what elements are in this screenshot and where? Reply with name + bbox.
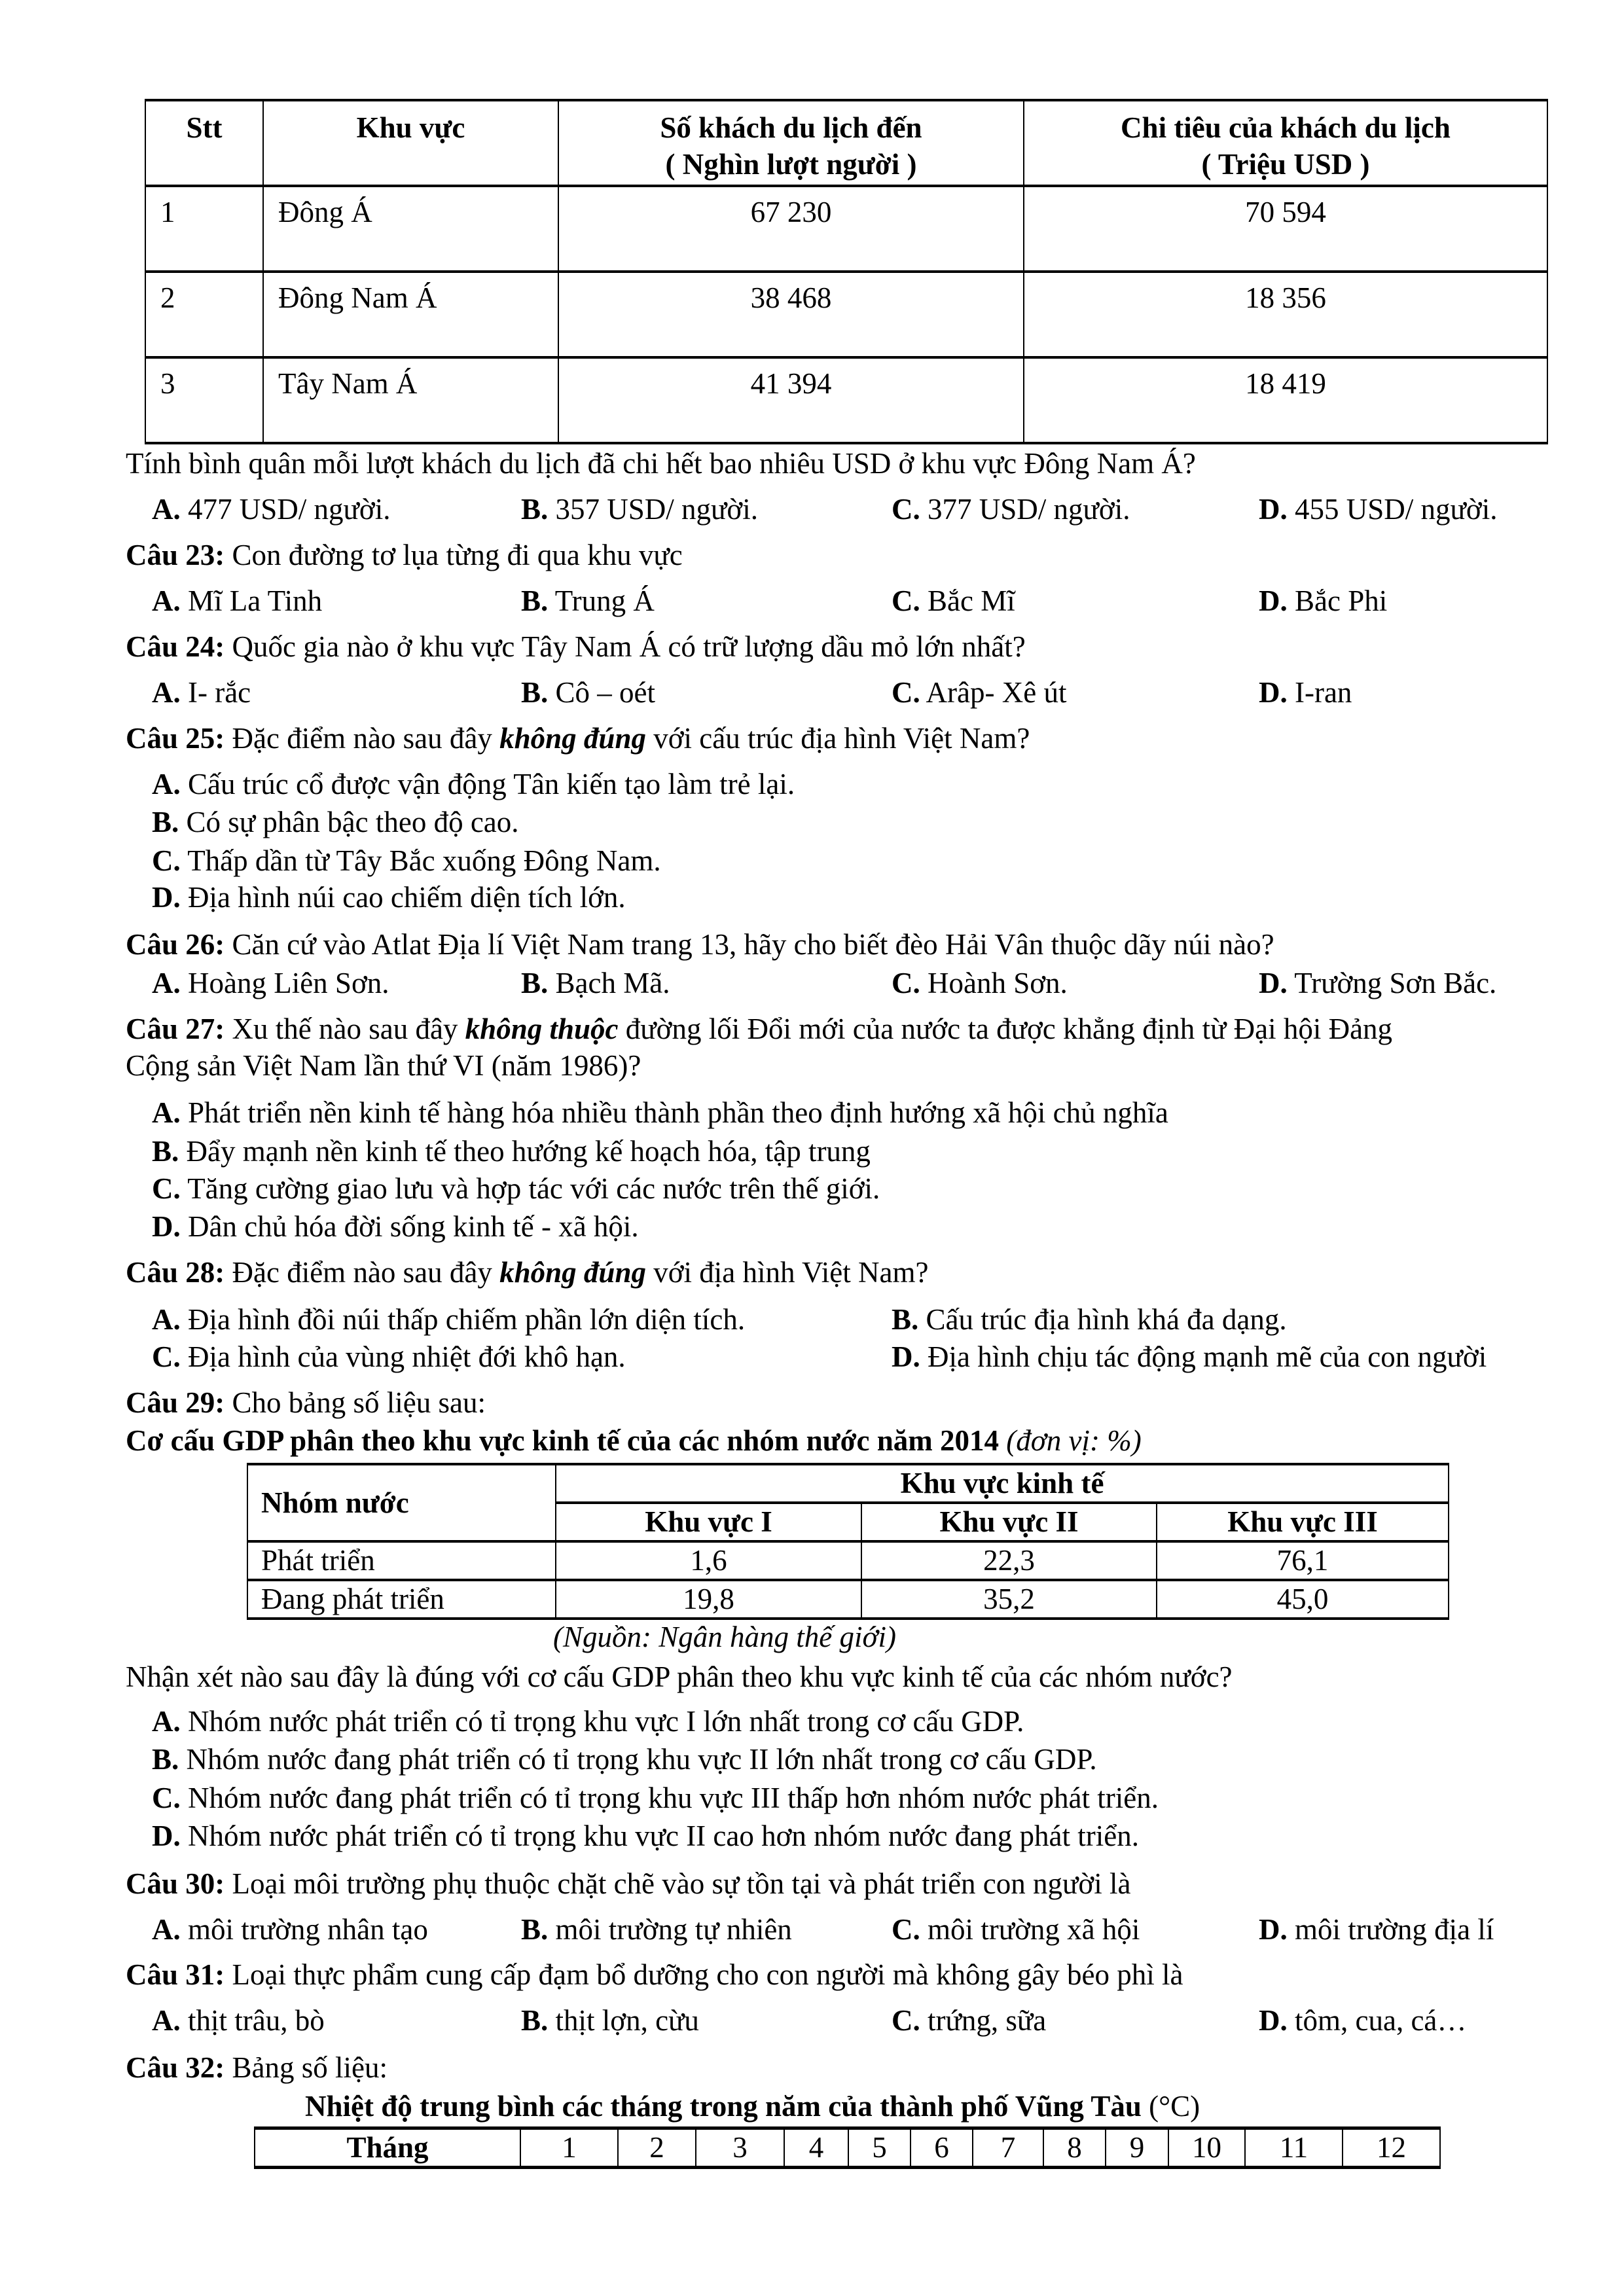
option-text: Địa hình núi cao chiếm diện tích lớn.	[188, 881, 626, 914]
question-label: Câu 32:	[126, 2051, 225, 2084]
option-d[interactable]	[1259, 2003, 1466, 2037]
month-cell: 5	[848, 2128, 911, 2168]
question-text: Cho bảng số liệu sau:	[225, 1386, 486, 1419]
header-sector: Khu vực kinh tế	[556, 1464, 1449, 1503]
option-letter: D.	[152, 1210, 181, 1243]
option-d[interactable]	[1259, 492, 1497, 526]
header-sector-1: Khu vực I	[556, 1503, 861, 1541]
option-text: Dân chủ hóa đời sống kinh tế - xã hội.	[188, 1210, 639, 1243]
header-visitors	[558, 100, 1024, 186]
option-c[interactable]	[152, 1172, 880, 1206]
question-label: Câu 28:	[126, 1256, 225, 1289]
option-c[interactable]	[892, 2003, 1046, 2037]
option-letter: D.	[1259, 493, 1288, 526]
month-cell: 4	[784, 2128, 848, 2168]
cell: 38 468	[558, 272, 1024, 357]
option-letter: C.	[892, 676, 920, 709]
option-text: Thấp dần từ Tây Bắc xuống Đông Nam.	[187, 844, 661, 877]
month-cell: 2	[618, 2128, 696, 2168]
table-unit: (°C)	[1141, 2090, 1200, 2123]
question-32	[126, 2051, 388, 2085]
option-letter: D.	[1259, 2004, 1288, 2037]
option-letter: A.	[152, 967, 181, 999]
cell: 70 594	[1024, 186, 1547, 272]
tourism-table	[145, 99, 1548, 444]
question-text: Con đường tơ lụa từng đi qua khu vực	[225, 539, 683, 571]
gdp-table	[247, 1463, 1449, 1620]
option-text: Có sự phân bậc theo độ cao.	[186, 806, 519, 838]
option-text: 357 USD/ người.	[555, 493, 758, 526]
option-letter: C.	[152, 1172, 181, 1205]
option-a[interactable]	[152, 1912, 428, 1946]
header-sector-3: Khu vực III	[1157, 1503, 1449, 1541]
month-cell: 6	[911, 2128, 973, 2168]
cell: 35,2	[861, 1580, 1157, 1619]
option-letter: A.	[152, 1705, 181, 1738]
option-c[interactable]	[152, 844, 661, 878]
question-text: Đặc điểm nào sau đây	[225, 1256, 500, 1289]
option-a[interactable]	[152, 584, 322, 618]
option-text: Phát triển nền kinh tế hàng hóa nhiều thành phần theo định hướng xã hội chủ nghĩa	[188, 1096, 1168, 1129]
header-region: Khu vực	[263, 100, 558, 186]
option-c[interactable]	[152, 1781, 1159, 1815]
question-22-text: Tính bình quân mỗi lượt khách du lịch đã chi hết bao nhiêu USD ở khu vực Đông Nam Á?	[126, 447, 1196, 480]
option-text: trứng, sữa	[928, 2004, 1047, 2037]
option-a[interactable]	[152, 492, 390, 526]
header-text: Số khách du lịch đến	[660, 111, 922, 144]
option-d[interactable]	[152, 880, 626, 914]
option-letter: A.	[152, 768, 181, 800]
option-a[interactable]	[152, 2003, 325, 2037]
table-row	[145, 357, 1547, 443]
option-text: Cấu trúc cổ được vận động Tân kiến tạo làm trẻ lại.	[188, 768, 795, 800]
option-text: Hoành Sơn.	[928, 967, 1068, 999]
option-letter: C.	[152, 1340, 181, 1373]
option-letter: D.	[1259, 676, 1288, 709]
option-b[interactable]	[521, 675, 655, 709]
cell: Đông Nam Á	[263, 272, 558, 357]
option-text: Arâp- Xê út	[926, 676, 1067, 709]
header-sector-2: Khu vực II	[861, 1503, 1157, 1541]
option-d[interactable]	[152, 1819, 1139, 1853]
option-text: Nhóm nước đang phát triển có tỉ trọng khu vực II lớn nhất trong cơ cấu GDP.	[186, 1743, 1097, 1776]
question-26	[126, 927, 1274, 961]
cell: Đông Á	[263, 186, 558, 272]
question-29	[126, 1386, 486, 1420]
option-text: môi trường địa lí	[1295, 1913, 1494, 1946]
option-b[interactable]	[152, 1134, 871, 1168]
table-row	[145, 186, 1547, 272]
option-text: Hoàng Liên Sơn.	[188, 967, 389, 999]
cell: 18 356	[1024, 272, 1547, 357]
table-row	[247, 1541, 1449, 1580]
option-d[interactable]	[892, 1340, 1487, 1374]
question-text: Xu thế nào sau đây	[225, 1013, 465, 1045]
option-letter: B.	[521, 2004, 549, 2037]
question-27	[126, 1012, 1392, 1046]
option-a[interactable]	[152, 675, 251, 709]
cell: 45,0	[1157, 1580, 1449, 1619]
option-text: Địa hình của vùng nhiệt đới khô hạn.	[188, 1340, 626, 1373]
option-text: Nhóm nước đang phát triển có tỉ trọng khu vực III thấp hơn nhóm nước phát triển.	[188, 1782, 1159, 1814]
question-label: Câu 31:	[126, 1958, 225, 1991]
header-stt: Stt	[145, 100, 263, 186]
option-text: tôm, cua, cá…	[1295, 2004, 1467, 2037]
option-letter: D.	[152, 881, 181, 914]
option-letter: C.	[152, 1782, 181, 1814]
option-a[interactable]	[152, 1096, 1168, 1130]
option-letter: D.	[1259, 584, 1288, 617]
question-28	[126, 1255, 928, 1289]
option-c[interactable]	[892, 966, 1068, 1000]
cell: 76,1	[1157, 1541, 1449, 1580]
table-title-text: Nhiệt độ trung bình các tháng trong năm của thành phố Vũng Tàu	[305, 2090, 1142, 2123]
cell: 3	[145, 357, 263, 443]
option-text: 455 USD/ người.	[1295, 493, 1498, 526]
header-group: Nhóm nước	[247, 1464, 556, 1541]
question-label: Câu 24:	[126, 630, 225, 663]
option-b[interactable]	[521, 1912, 792, 1946]
question-text: đường lối Đổi mới của nước ta được khẳng định từ Đại hội Đảng	[618, 1013, 1393, 1045]
option-text: Nhóm nước phát triển có tỉ trọng khu vực II cao hơn nhóm nước đang phát triển.	[188, 1820, 1139, 1852]
option-d[interactable]	[1259, 584, 1387, 618]
question-31	[126, 1958, 1183, 1992]
option-text: Tăng cường giao lưu và hợp tác với các nước trên thế giới.	[187, 1172, 880, 1205]
option-letter: C.	[892, 967, 920, 999]
option-letter: A.	[152, 1303, 181, 1336]
question-emphasis: không đúng	[499, 1256, 646, 1289]
cell: Tây Nam Á	[263, 357, 558, 443]
option-c[interactable]	[892, 584, 1015, 618]
cell: 2	[145, 272, 263, 357]
option-b[interactable]	[152, 1742, 1097, 1776]
cell: 22,3	[861, 1541, 1157, 1580]
option-letter: C.	[892, 2004, 920, 2037]
option-b[interactable]	[152, 805, 519, 839]
month-cell: 1	[520, 2128, 618, 2168]
question-text: Loại thực phẩm cung cấp đạm bổ dưỡng cho con người mà không gây béo phì là	[225, 1958, 1183, 1991]
option-b[interactable]	[521, 2003, 699, 2037]
option-a[interactable]	[152, 767, 795, 801]
table-source: (Nguồn: Ngân hàng thế giới)	[553, 1621, 896, 1653]
question-text: Bảng số liệu:	[225, 2051, 388, 2084]
month-cell: 10	[1168, 2128, 1245, 2168]
question-27-line2: Cộng sản Việt Nam lần thứ VI (năm 1986)?	[126, 1049, 641, 1082]
option-text: Trung Á	[554, 584, 655, 617]
option-text: Bắc Mĩ	[928, 584, 1015, 617]
table-row	[145, 272, 1547, 357]
option-letter: D.	[1259, 1913, 1288, 1946]
option-text: thịt trâu, bò	[188, 2004, 325, 2037]
option-text: I-ran	[1295, 676, 1352, 709]
table-unit: (đơn vị: %)	[999, 1424, 1142, 1457]
option-text: Nhóm nước phát triển có tỉ trọng khu vực I lớn nhất trong cơ cấu GDP.	[188, 1705, 1024, 1738]
option-text: Mĩ La Tinh	[188, 584, 323, 617]
question-label: Câu 27:	[126, 1013, 225, 1045]
question-text: với cấu trúc địa hình Việt Nam?	[645, 722, 1030, 755]
option-text: Trường Sơn Bắc.	[1294, 967, 1497, 999]
option-d[interactable]	[1259, 966, 1496, 1000]
option-d[interactable]	[1259, 1912, 1494, 1946]
option-d[interactable]	[152, 1210, 639, 1244]
option-b[interactable]	[892, 1302, 1287, 1336]
option-text: 477 USD/ người.	[188, 493, 391, 526]
option-text: Cô – oét	[555, 676, 656, 709]
cell: 1,6	[556, 1541, 861, 1580]
question-text: Căn cứ vào Atlat Địa lí Việt Nam trang 13, hãy cho biết đèo Hải Vân thuộc dãy núi nào?	[225, 928, 1274, 961]
option-letter: A.	[152, 1913, 181, 1946]
cell: 41 394	[558, 357, 1024, 443]
cell: 19,8	[556, 1580, 861, 1619]
option-text: Địa hình đồi núi thấp chiếm phần lớn diện tích.	[188, 1303, 746, 1336]
option-c[interactable]	[892, 675, 1066, 709]
option-text: Địa hình chịu tác động mạnh mẽ của con người	[928, 1340, 1487, 1373]
header-unit: ( Nghìn lượt người )	[665, 148, 917, 181]
option-text: Bạch Mã.	[555, 967, 670, 999]
question-text: Quốc gia nào ở khu vực Tây Nam Á có trữ lượng dầu mỏ lớn nhất?	[225, 630, 1026, 663]
option-letter: C.	[892, 584, 920, 617]
option-text: I- rắc	[188, 676, 251, 709]
cell: 67 230	[558, 186, 1024, 272]
option-c[interactable]	[152, 1340, 626, 1374]
option-letter: A.	[152, 1096, 181, 1129]
option-text: 377 USD/ người.	[928, 493, 1130, 526]
option-letter: B.	[152, 806, 179, 838]
option-a[interactable]	[152, 966, 389, 1000]
option-text: Bắc Phi	[1295, 584, 1388, 617]
cell: Đang phát triển	[247, 1580, 556, 1619]
month-cell: 11	[1245, 2128, 1343, 2168]
question-30	[126, 1867, 1130, 1901]
question-emphasis: không đúng	[499, 722, 646, 755]
question-23	[126, 538, 683, 572]
option-text: Cấu trúc địa hình khá đa dạng.	[926, 1303, 1287, 1336]
option-a[interactable]	[152, 1704, 1024, 1738]
month-cell: 7	[973, 2128, 1043, 2168]
option-letter: B.	[152, 1135, 179, 1168]
question-label: Câu 30:	[126, 1867, 225, 1900]
month-cell: 8	[1043, 2128, 1106, 2168]
question-label: Câu 23:	[126, 539, 225, 571]
option-letter: A.	[152, 2004, 181, 2037]
option-letter: D.	[892, 1340, 920, 1373]
option-b[interactable]	[521, 492, 758, 526]
question-emphasis: không thuộc	[465, 1013, 619, 1045]
month-cell: 3	[696, 2128, 784, 2168]
option-c[interactable]	[892, 492, 1130, 526]
option-letter: B.	[521, 676, 549, 709]
option-letter: C.	[152, 844, 181, 877]
option-letter: B.	[892, 1303, 919, 1336]
option-letter: C.	[892, 1913, 920, 1946]
option-b[interactable]	[521, 966, 670, 1000]
option-text: thịt lợn, cừu	[555, 2004, 699, 2037]
table-title	[305, 2089, 1200, 2123]
option-text: môi trường xã hội	[928, 1913, 1140, 1946]
question-label: Câu 25:	[126, 722, 225, 755]
header-spending	[1024, 100, 1547, 186]
question-25	[126, 721, 1030, 755]
question-text: với địa hình Việt Nam?	[645, 1256, 929, 1289]
option-letter: B.	[521, 584, 549, 617]
option-letter: B.	[521, 967, 549, 999]
cell: 18 419	[1024, 357, 1547, 443]
option-text: môi trường nhân tạo	[188, 1913, 428, 1946]
header-unit: ( Triệu USD )	[1201, 148, 1370, 181]
option-letter: B.	[152, 1743, 179, 1776]
cell: 1	[145, 186, 263, 272]
question-text: Đặc điểm nào sau đây	[225, 722, 500, 755]
option-letter: A.	[152, 676, 181, 709]
question-24	[126, 630, 1026, 664]
month-cell: 12	[1343, 2128, 1440, 2168]
option-letter: B.	[521, 1913, 549, 1946]
option-letter: A.	[152, 584, 181, 617]
question-text: Loại môi trường phụ thuộc chặt chẽ vào sự tồn tại và phát triển con người là	[225, 1867, 1131, 1900]
header-text: Chi tiêu của khách du lịch	[1121, 111, 1451, 144]
header-month: Tháng	[255, 2128, 520, 2168]
option-d[interactable]	[1259, 675, 1352, 709]
option-letter: D.	[152, 1820, 181, 1852]
option-c[interactable]	[892, 1912, 1140, 1946]
table-title	[126, 1424, 1142, 1458]
option-b[interactable]	[521, 584, 655, 618]
question-29-text: Nhận xét nào sau đây là đúng với cơ cấu GDP phân theo khu vực kinh tế của các nhóm nước?	[126, 1660, 1233, 1693]
option-letter: A.	[152, 493, 181, 526]
temperature-table	[254, 2126, 1441, 2169]
option-letter: B.	[521, 493, 549, 526]
option-text: Đẩy mạnh nền kinh tế theo hướng kế hoạch hóa, tập trung	[186, 1135, 871, 1168]
question-label: Câu 29:	[126, 1386, 225, 1419]
question-label: Câu 26:	[126, 928, 225, 961]
cell: Phát triển	[247, 1541, 556, 1580]
option-letter: D.	[1259, 967, 1288, 999]
table-row	[247, 1580, 1449, 1619]
month-cell: 9	[1106, 2128, 1168, 2168]
table-title-text: Cơ cấu GDP phân theo khu vực kinh tế của các nhóm nước năm 2014	[126, 1424, 1000, 1457]
option-text: môi trường tự nhiên	[555, 1913, 792, 1946]
option-a[interactable]	[152, 1302, 745, 1336]
option-letter: C.	[892, 493, 920, 526]
